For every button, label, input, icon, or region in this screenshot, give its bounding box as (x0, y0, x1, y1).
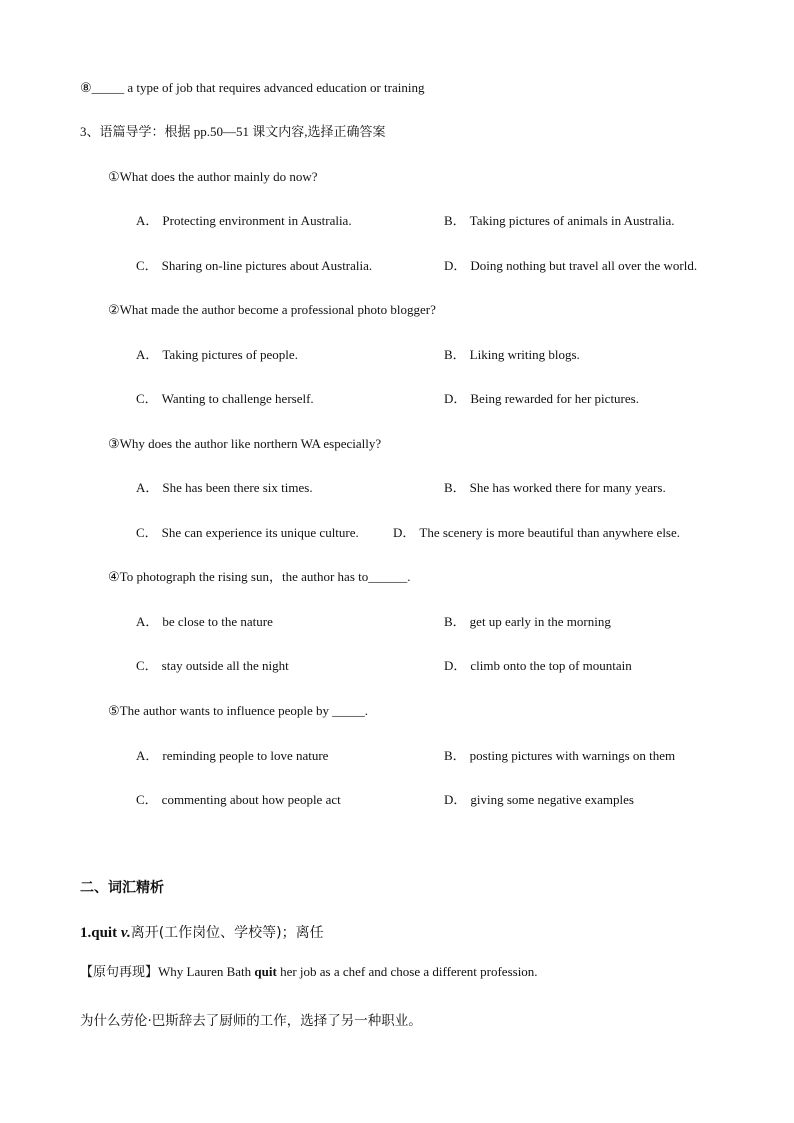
option-letter: A． (136, 480, 159, 495)
option-letter: D． (393, 525, 416, 540)
question-5-option-d (444, 791, 634, 809)
question-1-option-c (136, 257, 372, 275)
option-text: Being rewarded for her pictures. (470, 391, 639, 406)
question-2-option-d (444, 390, 639, 408)
option-text: posting pictures with warnings on them (469, 748, 676, 763)
question-4-option-b (444, 613, 611, 631)
question-1-option-b (444, 212, 675, 230)
option-letter: D． (444, 391, 467, 406)
vocab-quote-label: 【原句再现】 (80, 965, 159, 980)
question-1-option-d (444, 257, 697, 275)
option-letter: B． (444, 748, 466, 763)
option-letter: B． (444, 480, 466, 495)
option-letter: D． (444, 258, 467, 273)
item-8-number: ⑧ (80, 80, 92, 95)
option-text: Protecting environment in Australia. (162, 213, 352, 228)
question-5-option-c (136, 791, 341, 809)
option-letter: A． (136, 614, 159, 629)
option-letter: B． (444, 614, 466, 629)
option-text: Taking pictures of people. (162, 347, 298, 362)
item-8 (80, 79, 425, 97)
option-text: She has been there six times. (162, 480, 313, 495)
option-text: Sharing on-line pictures about Australia. (161, 258, 373, 273)
section-3-title: 3、语篇导学：根据 pp.50—51 课文内容,选择正确答案 (80, 124, 386, 139)
vocab-entry-number: 1. (80, 925, 92, 941)
option-letter: B． (444, 347, 466, 362)
question-1-option-a (136, 212, 352, 230)
vocab-section-title: 二、词汇精析 (80, 880, 164, 896)
option-letter: D． (444, 792, 467, 807)
question-3-option-b (444, 479, 666, 497)
question-3-stem: ③Why does the author like northern WA especially? (108, 436, 382, 451)
question-3-option-a (136, 479, 313, 497)
option-letter: B． (444, 213, 466, 228)
option-letter: C． (136, 391, 158, 406)
option-letter: C． (136, 258, 158, 273)
option-text: The scenery is more beautiful than anywhere else. (419, 525, 681, 540)
question-1-stem: ①What does the author mainly do now? (108, 169, 318, 184)
question-3-option-c (136, 524, 359, 542)
item-8-blank: _____ (91, 80, 125, 95)
option-letter: A． (136, 347, 159, 362)
option-text: Doing nothing but travel all over the world. (470, 258, 698, 273)
question-2-option-c (136, 390, 314, 408)
option-text: stay outside all the night (161, 658, 289, 673)
option-text: be close to the nature (162, 614, 273, 629)
question-4-option-a (136, 613, 273, 631)
vocab-quote-word: quit (254, 964, 277, 979)
option-text: She has worked there for many years. (469, 480, 666, 495)
option-letter: C． (136, 525, 158, 540)
question-3-option-d (393, 524, 680, 542)
question-4-stem: ④To photograph the rising sun，the author has to______. (108, 569, 411, 584)
vocab-translation: 为什么劳伦·巴斯辞去了厨师的工作，选择了另一种职业。 (80, 1013, 422, 1029)
option-text: get up early in the morning (469, 614, 611, 629)
option-text: Wanting to challenge herself. (161, 391, 314, 406)
option-text: commenting about how people act (161, 792, 341, 807)
option-letter: C． (136, 792, 158, 807)
question-2-option-a (136, 346, 298, 364)
item-8-text: a type of job that requires advanced education or training (124, 80, 425, 95)
option-text: reminding people to love nature (162, 748, 329, 763)
question-4-option-c (136, 657, 289, 675)
vocab-quote (80, 963, 538, 982)
option-text: Taking pictures of animals in Australia. (469, 213, 675, 228)
option-letter: A． (136, 213, 159, 228)
question-5-option-a (136, 747, 328, 765)
option-text: giving some negative examples (470, 792, 634, 807)
question-2-stem: ②What made the author become a professional photo blogger? (108, 302, 436, 317)
option-text: She can experience its unique culture. (161, 525, 359, 540)
vocab-entry (80, 924, 324, 942)
option-letter: A． (136, 748, 159, 763)
question-2-option-b (444, 346, 580, 364)
question-5-option-b (444, 747, 675, 765)
vocab-entry-meaning: 离开(工作岗位、学校等)；离任 (130, 925, 324, 941)
option-letter: C． (136, 658, 158, 673)
vocab-entry-word: quit (91, 925, 118, 941)
vocab-quote-pre: Why Lauren Bath (158, 964, 255, 979)
option-text: climb onto the top of mountain (470, 658, 632, 673)
question-5-stem: ⑤The author wants to influence people by _____. (108, 703, 369, 718)
question-4-option-d (444, 657, 632, 675)
option-text: Liking writing blogs. (469, 347, 580, 362)
vocab-quote-post: her job as a chef and chose a different profession. (276, 964, 538, 979)
option-letter: D． (444, 658, 467, 673)
vocab-entry-pos: v. (117, 925, 131, 941)
